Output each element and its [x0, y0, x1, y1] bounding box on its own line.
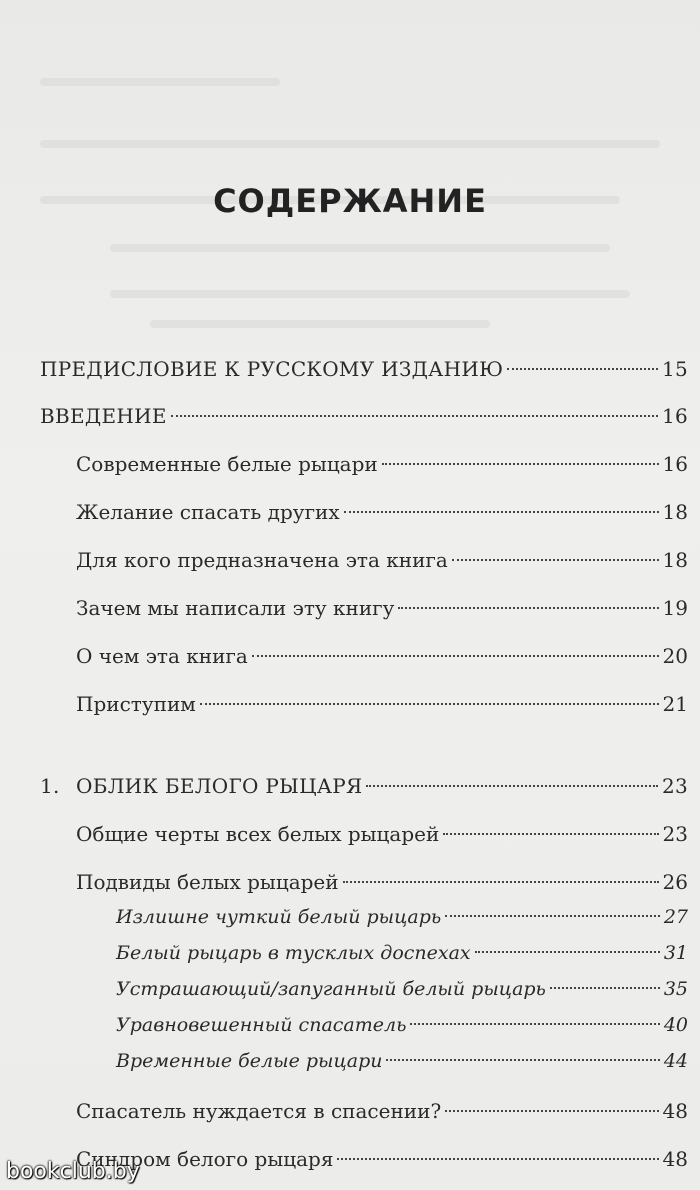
toc-page-number: 19: [662, 596, 688, 620]
toc-page-number: 48: [662, 1099, 688, 1123]
toc-entry-text: Излишне чуткий белый рыцарь: [116, 906, 442, 928]
leader-dots: [445, 1110, 658, 1112]
leader-dots: [200, 703, 659, 705]
leader-dots: [410, 1023, 659, 1025]
leader-dots: [386, 1059, 659, 1061]
leader-dots: [344, 511, 659, 513]
toc-subentry[interactable]: [116, 939, 688, 967]
toc-subentry[interactable]: [116, 903, 688, 931]
toc-page-number: 20: [662, 644, 688, 668]
bleed-through-line: [110, 290, 630, 298]
bleed-through-line: [40, 140, 660, 148]
toc-entry-text: ОБЛИК БЕЛОГО РЫЦАРЯ: [76, 774, 363, 798]
toc-entry[interactable]: [76, 868, 688, 896]
toc-entry-chapter-1[interactable]: [40, 772, 688, 800]
toc-page-number: 18: [662, 500, 688, 524]
toc-page-number: 23: [662, 822, 688, 846]
toc-entry[interactable]: [76, 642, 688, 670]
leader-dots: [252, 655, 659, 657]
toc-page-number: 15: [661, 357, 688, 381]
toc-entry-text: Современные белые рыцари: [76, 452, 378, 476]
toc-subentry[interactable]: [116, 1011, 688, 1039]
toc-page-number: 26: [662, 870, 688, 894]
toc-entry[interactable]: [76, 820, 688, 848]
toc-entry-text: Уравновешенный спасатель: [116, 1014, 407, 1036]
chapter-number: 1.: [40, 774, 60, 798]
toc-page-number: 16: [661, 404, 688, 428]
toc-page-number: 23: [661, 774, 688, 798]
toc-entry[interactable]: [76, 1097, 688, 1125]
toc-entry-introduction[interactable]: [40, 402, 688, 430]
leader-dots: [452, 559, 659, 561]
leader-dots: [382, 463, 659, 465]
toc-subentry[interactable]: [116, 1047, 688, 1075]
toc-entry-text: ПРЕДИСЛОВИЕ К РУССКОМУ ИЗДАНИЮ: [40, 357, 504, 381]
toc-entry-preface[interactable]: [40, 355, 688, 383]
toc-page-number: 40: [663, 1014, 688, 1036]
toc-page-number: 31: [663, 942, 688, 964]
toc-entry[interactable]: [76, 498, 688, 526]
leader-dots: [337, 1158, 658, 1160]
toc-entry-text: Устрашающий/запуганный белый рыцарь: [116, 978, 546, 1000]
leader-dots: [445, 915, 660, 917]
toc-page-number: 35: [663, 978, 688, 1000]
toc-subentry[interactable]: [116, 975, 688, 1003]
toc-entry[interactable]: [76, 450, 688, 478]
toc-page-number: 27: [663, 906, 688, 928]
toc-entry-text: Желание спасать других: [76, 500, 340, 524]
toc-entry-text: Подвиды белых рыцарей: [76, 870, 339, 894]
toc-entry[interactable]: [76, 690, 688, 718]
watermark: bookclub.by: [6, 1159, 140, 1184]
toc-entry-text: Спасатель нуждается в спасении?: [76, 1099, 442, 1123]
toc-entry[interactable]: [76, 546, 688, 574]
bleed-through-line: [110, 244, 610, 252]
page-title: СОДЕРЖАНИЕ: [213, 182, 487, 220]
leader-dots: [398, 607, 658, 609]
toc-entry[interactable]: [76, 594, 688, 622]
toc-page-number: 44: [663, 1050, 688, 1072]
bleed-through-line: [150, 320, 490, 328]
leader-dots: [550, 987, 660, 989]
bleed-through-line: [40, 78, 280, 86]
toc-entry[interactable]: [76, 1145, 688, 1173]
leader-dots: [475, 951, 660, 953]
toc-page-number: 21: [662, 692, 688, 716]
toc-entry-text: Зачем мы написали эту книгу: [76, 596, 395, 620]
toc-entry-text: Синдром белого рыцаря: [76, 1147, 334, 1171]
toc-entry-text: Приступим: [76, 692, 196, 716]
toc-entry-text: Белый рыцарь в тусклых доспехах: [116, 942, 471, 964]
leader-dots: [366, 785, 657, 787]
leader-dots: [507, 368, 658, 370]
toc-entry-text: Временные белые рыцари: [116, 1050, 383, 1072]
toc-entry-text: Общие черты всех белых рыцарей: [76, 822, 440, 846]
leader-dots: [443, 833, 658, 835]
toc-page-number: 18: [662, 548, 688, 572]
toc-entry-text: Для кого предназначена эта книга: [76, 548, 448, 572]
toc-page-number: 16: [662, 452, 688, 476]
toc-entry-text: ВВЕДЕНИЕ: [40, 404, 167, 428]
leader-dots: [171, 415, 658, 417]
toc-entry-text: О чем эта книга: [76, 644, 248, 668]
leader-dots: [343, 881, 659, 883]
toc-page-number: 48: [662, 1147, 688, 1171]
